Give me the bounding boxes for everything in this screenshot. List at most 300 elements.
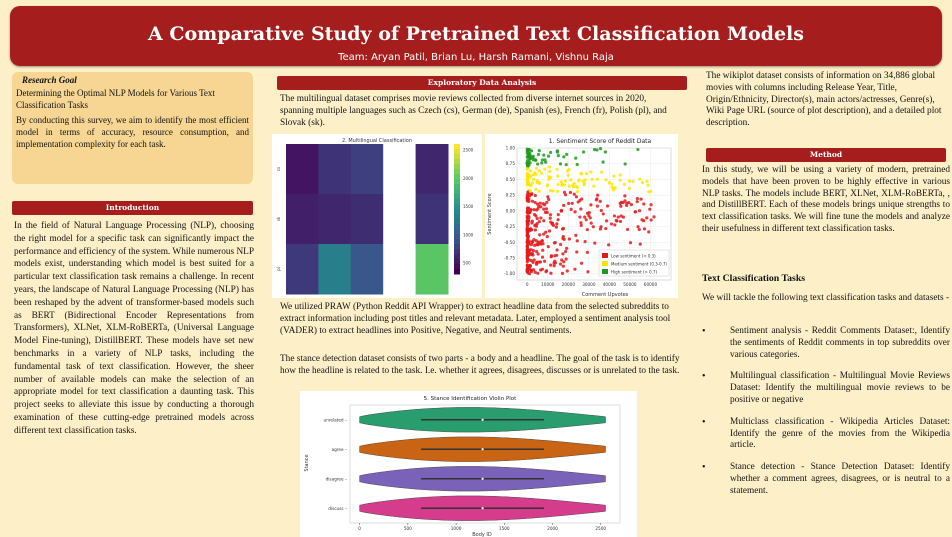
scatter-point: [599, 227, 602, 230]
scatter-point: [629, 241, 632, 244]
introduction-text: In the field of Natural Language Processing (NLP), choosing the right model for a specific task can significantly impact the performance and efficiency of the system. While numerous NLP models exist, understanding which model is best suited for a particular text classification task remains a challenge. In recent years, the landscape of Natural Language Processing (NLP) has been reshaped by the advent of transformer-based models such as BERT (Bidirectional Encoder Representations from Transformers), XLNet, XLM-RoBERTa, (Universal Language Model Fine-tuning), DistillBERT. These models have set new benchmarks in a variety of NLP tasks, including the fundamental task of text classification. However, the sheer number of available models can make the selection of an appropriate model for text classification a daunting task. This project seeks to alleviate this issue by conducting a thorough examination of these cutting-edge pretrained models across different text classification tasks.: [14, 221, 255, 436]
scatter-point: [531, 220, 534, 223]
scatter-point: [529, 184, 532, 187]
scatter-point: [556, 151, 559, 154]
colorbar-segment: [454, 194, 460, 200]
scatter-point: [619, 173, 622, 176]
scatter-point: [530, 253, 533, 256]
scatter-point: [573, 193, 576, 196]
scatter-point: [526, 163, 529, 166]
scatter-point: [526, 228, 529, 231]
scatter-point: [605, 219, 608, 222]
colorbar-segment: [454, 179, 460, 185]
scatter-point: [529, 264, 532, 267]
scatter-point: [601, 160, 604, 163]
heatmap-cell: [318, 144, 351, 195]
scatter-point: [538, 169, 541, 172]
scatter-point: [556, 218, 559, 221]
wiki-dataset-text: The wikiplot dataset consists of information on 34,886 global movies with columns including Release Year, Title, Origin/Ethnicity, Director(s), main actors/actresses, Genre(s), Wiki Page URL (source of plot description), and a detailed plot description.: [706, 71, 942, 129]
scatter-xtick-label: 50000: [623, 282, 637, 287]
scatter-legend-label: High sentiment (> 0.7): [611, 269, 658, 275]
heatmap-row-label: sk: [276, 216, 281, 222]
method-header: Method: [706, 148, 946, 162]
colorbar-segment: [454, 204, 460, 210]
heatmap-cell: [351, 144, 384, 195]
scatter-point: [564, 250, 567, 253]
heatmap-cell: [383, 194, 416, 245]
scatter-point: [535, 250, 538, 253]
scatter-point: [569, 191, 572, 194]
scatter-ytick-label: 1.00: [505, 145, 515, 151]
scatter-point: [604, 150, 607, 153]
scatter-point: [620, 214, 623, 217]
scatter-point: [526, 179, 529, 182]
scatter-point: [586, 212, 589, 215]
scatter-xtick-label: 60000: [643, 282, 658, 287]
scatter-point: [569, 178, 572, 181]
scatter-point: [628, 187, 631, 190]
scatter-point: [526, 271, 529, 274]
scatter-point: [526, 244, 529, 247]
scatter-point: [541, 256, 544, 259]
scatter-point: [548, 165, 551, 168]
scatter-point: [542, 154, 545, 157]
scatter-ytick-label: 0.25: [505, 192, 515, 198]
scatter-point: [553, 254, 556, 257]
scatter-point: [546, 184, 549, 187]
scatter-legend-label: Medium sentiment (0.3-0.7): [611, 261, 668, 267]
scatter-legend-swatch: [602, 261, 608, 266]
scatter-point: [526, 219, 529, 222]
scatter-point: [526, 167, 529, 170]
scatter-point: [560, 258, 563, 261]
violin-xtick-label: 500: [403, 526, 412, 531]
task-item: • Multiclass classification - Wikipedia Articles Dataset: Identify the genre of the movies from the Wikipedia article.: [702, 417, 950, 452]
scatter-point: [622, 201, 625, 204]
scatter-point: [526, 211, 529, 214]
scatter-point: [552, 224, 555, 227]
scatter-point: [532, 155, 535, 158]
heatmap-svg: [272, 134, 482, 298]
heatmap-cell: [351, 194, 384, 245]
scatter-point: [626, 228, 629, 231]
scatter-point: [529, 169, 532, 172]
scatter-point: [562, 204, 565, 207]
scatter-point: [592, 185, 595, 188]
scatter-point: [648, 208, 651, 211]
scatter-point: [575, 195, 578, 198]
scatter-point: [589, 170, 592, 173]
violin-median: [481, 419, 483, 421]
scatter-point: [549, 272, 552, 275]
introduction-header: Introduction: [12, 201, 253, 215]
colorbar-segment: [454, 254, 460, 260]
tasks-heading: Text Classification Tasks: [702, 273, 806, 284]
scatter-xtick-label: 40000: [602, 282, 617, 287]
scatter-point: [579, 207, 582, 210]
colorbar-segment: [454, 249, 460, 255]
scatter-point: [585, 172, 588, 175]
scatter-point: [557, 154, 560, 157]
scatter-point: [559, 162, 562, 165]
scatter-point: [646, 184, 649, 187]
scatter-point: [567, 202, 570, 205]
scatter-point: [575, 250, 578, 253]
scatter-point: [577, 178, 580, 181]
scatter-ytick-label: 0.50: [505, 176, 515, 182]
scatter-point: [576, 239, 579, 242]
violin-category-label: agree –: [331, 446, 347, 452]
violin-xtick-label: 2500: [595, 526, 607, 531]
scatter-point: [607, 243, 610, 246]
scatter-point: [583, 215, 586, 218]
scatter-point: [543, 260, 546, 263]
scatter-point: [595, 197, 598, 200]
scatter-point: [526, 172, 529, 175]
heatmap-cell: [318, 194, 351, 245]
violin-xtick-label: 0: [358, 526, 361, 531]
violin-xlabel: Body ID: [472, 532, 492, 537]
scatter-point: [526, 217, 529, 220]
scatter-point: [649, 203, 652, 206]
scatter-point: [604, 227, 607, 230]
scatter-point: [565, 247, 568, 250]
scatter-point: [547, 155, 550, 158]
scatter-point: [541, 158, 544, 161]
scatter-point: [548, 170, 551, 173]
scatter-point: [619, 220, 622, 223]
scatter-xtick-label: 20000: [561, 282, 575, 287]
heatmap-chart: [272, 134, 482, 298]
scatter-point: [623, 194, 626, 197]
scatter-point: [534, 173, 537, 176]
colorbar-tick-label: 500: [463, 260, 471, 266]
violin-xtick-label: 1000: [450, 526, 462, 531]
scatter-point: [528, 240, 531, 243]
scatter-point: [585, 218, 588, 221]
scatter-point: [529, 229, 532, 232]
heatmap-cell: [318, 244, 351, 295]
heatmap-row-label: cs: [276, 166, 281, 172]
scatter-point: [638, 228, 641, 231]
scatter-point: [531, 240, 534, 243]
scatter-point: [636, 148, 639, 151]
violin-xtick-label: 1500: [498, 526, 510, 531]
task-item: • Stance detection - Stance Detection Dataset: Identify whether a comment agrees, disagrees, or is neutral to a statement.: [702, 462, 950, 497]
scatter-point: [542, 219, 545, 222]
colorbar-tick-label: 1000: [463, 232, 474, 238]
team-line: Team: Aryan Patil, Brian Lu, Harsh Ramani, Vishnu Raja: [338, 52, 614, 63]
scatter-xtick-label: 0: [525, 282, 529, 287]
scatter-point: [619, 202, 622, 205]
scatter-ytick-label: 0.75: [505, 161, 515, 167]
scatter-point: [580, 197, 583, 200]
scatter-point: [560, 209, 563, 212]
scatter-point: [529, 176, 532, 179]
colorbar-segment: [454, 239, 460, 245]
scatter-point: [650, 218, 653, 221]
scatter-point: [542, 207, 545, 210]
scatter-point: [596, 178, 599, 181]
scatter-point: [526, 206, 529, 209]
scatter-point: [539, 216, 542, 219]
scatter-point: [586, 228, 589, 231]
scatter-point: [625, 204, 628, 207]
scatter-point: [574, 157, 577, 160]
scatter-point: [535, 167, 538, 170]
scatter-point: [534, 194, 537, 197]
scatter-point: [564, 179, 567, 182]
scatter-point: [600, 171, 603, 174]
colorbar-segment: [454, 224, 460, 230]
scatter-point: [526, 183, 529, 186]
scatter-point: [534, 271, 537, 274]
title-banner: [10, 6, 942, 66]
heatmap-row-label: pl: [276, 267, 281, 271]
scatter-legend-swatch: [602, 253, 608, 258]
colorbar-segment: [454, 164, 460, 170]
scatter-point: [526, 149, 529, 152]
scatter-point: [562, 155, 565, 158]
heatmap-cell: [416, 244, 449, 295]
scatter-point: [566, 269, 569, 272]
poster-title: A Comparative Study of Pretrained Text Classification Models: [148, 23, 804, 45]
scatter-ytick-label: -0.50: [504, 239, 515, 245]
research-goal-text: By conducting this survey, we aim to identify the most efficient model in terms of accuracy, resource consumption, and implementation complexity for each task.: [16, 115, 249, 149]
scatter-point: [543, 168, 546, 171]
colorbar-segment: [454, 209, 460, 215]
violin-category-label: unrelated –: [323, 417, 347, 423]
scatter-point: [645, 216, 648, 219]
scatter-point: [573, 182, 576, 185]
scatter-point: [561, 227, 564, 230]
violin-xtick-label: 2000: [547, 526, 558, 531]
scatter-point: [564, 193, 567, 196]
scatter-point: [541, 242, 544, 245]
scatter-point: [542, 233, 545, 236]
scatter-point: [548, 229, 551, 232]
scatter-point: [578, 215, 581, 218]
scatter-point: [532, 178, 535, 181]
tasks-list-container: [702, 326, 950, 508]
scatter-point: [600, 209, 603, 212]
colorbar-segment: [454, 174, 460, 180]
violin-category-label: discuss –: [328, 505, 347, 511]
scatter-point: [550, 255, 553, 258]
violin-median: [481, 507, 483, 509]
scatter-point: [544, 161, 547, 164]
scatter-point: [630, 203, 633, 206]
colorbar-segment: [454, 219, 460, 225]
scatter-point: [576, 163, 579, 166]
scatter-ytick-label: 0.00: [505, 208, 515, 214]
heatmap-colorbar: [454, 144, 474, 275]
scatter-point: [536, 222, 539, 225]
scatter-point: [541, 249, 544, 252]
colorbar-segment: [454, 154, 460, 160]
scatter-point: [602, 212, 605, 215]
scatter-point: [586, 270, 589, 273]
heatmap-cell: [351, 244, 384, 295]
scatter-point: [565, 163, 568, 166]
violin-title: 5. Stance Identification Violin Plot: [423, 396, 517, 402]
scatter-point: [546, 195, 549, 198]
heatmap-cell: [416, 194, 449, 245]
colorbar-segment: [454, 199, 460, 205]
scatter-point: [636, 225, 639, 228]
scatter-point: [549, 264, 552, 267]
colorbar-segment: [454, 149, 460, 155]
scatter-point: [590, 222, 593, 225]
scatter-point: [634, 210, 637, 213]
heatmap-cell: [383, 244, 416, 295]
scatter-point: [628, 180, 631, 183]
scatter-point: [619, 179, 622, 182]
scatter-point: [553, 264, 556, 267]
scatter-point: [604, 178, 607, 181]
scatter-point: [531, 200, 534, 203]
scatter-point: [538, 233, 541, 236]
scatter-point: [529, 190, 532, 193]
scatter-point: [533, 213, 536, 216]
scatter-point: [571, 202, 574, 205]
scatter-point: [652, 215, 655, 218]
scatter-point: [638, 177, 641, 180]
scatter-point: [611, 186, 614, 189]
scatter-point: [557, 213, 560, 216]
scatter-ytick-label: -0.75: [504, 255, 515, 261]
scatter-point: [556, 174, 559, 177]
scatter-svg: [485, 134, 678, 298]
scatter-point: [537, 205, 540, 208]
scatter-point: [545, 207, 548, 210]
scatter-point: [541, 239, 544, 242]
scatter-point: [530, 270, 533, 273]
scatter-point: [555, 222, 558, 225]
scatter-point: [533, 244, 536, 247]
heatmap-cell: [286, 194, 319, 245]
scatter-point: [529, 248, 532, 251]
scatter-point: [547, 245, 550, 248]
violin-category-label: disagree –: [325, 476, 347, 482]
colorbar-segment: [454, 234, 460, 240]
scatter-point: [596, 205, 599, 208]
scatter-point: [559, 262, 562, 265]
scatter-point: [561, 252, 564, 255]
scatter-legend-label: Low sentiment (< 0.3): [611, 253, 656, 259]
scatter-point: [576, 186, 579, 189]
scatter-xlabel: Comment Upvotes: [581, 292, 629, 298]
scatter-point: [647, 230, 650, 233]
scatter-point: [613, 214, 616, 217]
scatter-ylabel: Sentiment Score: [487, 193, 493, 235]
heatmap-cell: [286, 244, 319, 295]
scatter-point: [639, 243, 642, 246]
scatter-point: [526, 268, 529, 271]
scatter-point: [638, 209, 641, 212]
scatter-point: [540, 172, 543, 175]
colorbar-segment: [454, 169, 460, 175]
scatter-point: [613, 223, 616, 226]
scatter-point: [534, 158, 537, 161]
research-goal-title: Research Goal: [22, 75, 77, 85]
scatter-point: [563, 238, 566, 241]
violin-ylabel: Stance: [304, 454, 310, 472]
scatter-point: [540, 161, 543, 164]
research-goal-heading: Determining the Optimal NLP Models for Various Text Classification Tasks: [16, 88, 215, 110]
scatter-point: [612, 175, 615, 178]
scatter-point: [580, 224, 583, 227]
scatter-point: [553, 261, 556, 264]
violin-chart: [300, 391, 637, 537]
scatter-point: [537, 153, 540, 156]
scatter-point: [619, 205, 622, 208]
scatter-point: [583, 240, 586, 243]
scatter-point: [596, 194, 599, 197]
colorbar-segment: [454, 159, 460, 165]
scatter-point: [549, 151, 552, 154]
scatter-xtick-label: 30000: [582, 282, 596, 287]
scatter-point: [568, 184, 571, 187]
scatter-point: [565, 257, 568, 260]
scatter-point: [561, 182, 564, 185]
scatter-ytick-label: -1.00: [504, 271, 515, 277]
heatmap-cells: [286, 144, 449, 295]
scatter-point: [617, 215, 620, 218]
scatter-point: [538, 190, 541, 193]
heatmap-title: 2. Multilingual Classification: [342, 138, 412, 144]
violin-bodies: [323, 405, 620, 531]
scatter-point: [539, 268, 542, 271]
scatter-legend: [599, 250, 669, 276]
scatter-point: [536, 162, 539, 165]
scatter-point: [641, 181, 644, 184]
eda-paragraph-2: We utilized PRAW (Python Reddit API Wrapper) to extract headline data from the selected subreddits to extract information including post titles and relevant metadata. Later, employed a sentiment analysis tool (VADER) to extract headlines into Positive, Negative, and Neutral sentiments.: [280, 302, 671, 336]
scatter-point: [538, 182, 541, 185]
scatter-chart: [485, 134, 678, 298]
scatter-point: [624, 162, 627, 165]
scatter-point: [527, 200, 530, 203]
violin-svg: [300, 391, 637, 537]
scatter-point: [537, 260, 540, 263]
scatter-point: [573, 268, 576, 271]
research-goal-box: [12, 72, 253, 184]
scatter-point: [580, 172, 583, 175]
colorbar-segment: [454, 189, 460, 195]
scatter-point: [631, 180, 634, 183]
scatter-xtick-label: 10000: [541, 282, 555, 287]
scatter-point: [555, 248, 558, 251]
heatmap-cell: [416, 144, 449, 195]
scatter-point: [593, 148, 596, 151]
scatter-point: [576, 190, 579, 193]
scatter-point: [589, 203, 592, 206]
scatter-point: [536, 243, 539, 246]
scatter-point: [573, 210, 576, 213]
scatter-point: [636, 197, 639, 200]
colorbar-segment: [454, 229, 460, 235]
scatter-point: [565, 153, 568, 156]
heatmap-row-labels: [276, 167, 281, 271]
scatter-point: [623, 183, 626, 186]
scatter-point: [556, 183, 559, 186]
scatter-point: [570, 208, 573, 211]
scatter-point: [642, 219, 645, 222]
scatter-point: [580, 262, 583, 265]
scatter-point: [549, 213, 552, 216]
scatter-point: [582, 150, 585, 153]
eda-header: Exploratory Data Analysis: [277, 76, 687, 90]
